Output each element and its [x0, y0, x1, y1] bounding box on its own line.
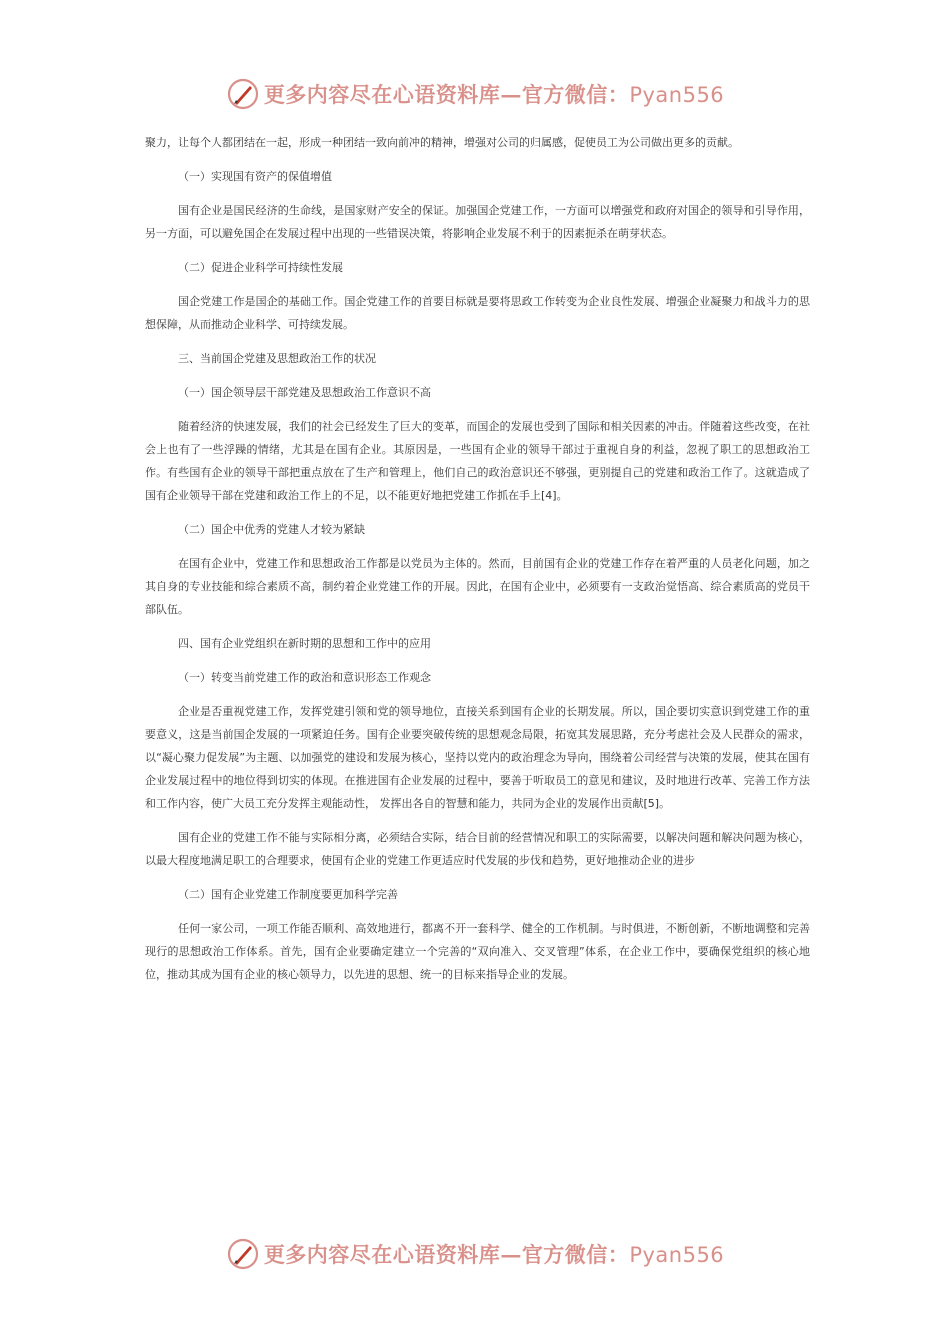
paragraph: 任何一家公司，一项工作能否顺利、高效地进行，都离不开一套科学、健全的工作机制。与时俱进，不断创新，不断地调整和完善现行的思想政治工作体系。首先，国有企业要确定建立一个完善的“双向准入、交叉管理”体系，在企业工作中，要确保党组织的核心地位，推动其成为国有企业的核心领导力，以先进的思想、统一的目标来指导企业的发展。 [145, 922, 810, 981]
paragraph: 国有企业是国民经济的生命线，是国家财产安全的保证。加强国企党建工作，一方面可以增强党和政府对国企的领导和引导作用，另一方面，可以避免国企在发展过程中出现的一些错误决策，将影响企业发展不利于的因素扼杀在萌芽状态。 [145, 204, 810, 240]
section-heading: （一）实现国有资产的保值增值 [178, 170, 332, 183]
paragraph: 随着经济的快速发展，我们的社会已经发生了巨大的变革，而国企的发展也受到了国际和相关因素的冲击。伴随着这些改变，在社会上也有了一些浮躁的情绪，尤其是在国有企业。其原因是，一些国有企业的领导干部过于重视自身的利益，忽视了职工的思想政治工作。有些国有企业的领导干部把重点放在了生产和管理上，他们自己的政治意识还不够强，更别提自己的党建和政治工作了。这就造成了国有企业领导干部在党建和政治工作上的不足，以不能更好地把党建工作抓在手上[4]。 [145, 420, 810, 502]
section-heading: 四、国有企业党组织在新时期的思想和工作中的应用 [178, 637, 431, 650]
section-heading: （一）转变当前党建工作的政治和意识形态工作观念 [178, 671, 431, 684]
footer-watermark-banner [0, 1234, 950, 1274]
document-body [145, 131, 810, 997]
paragraph: 在国有企业中，党建工作和思想政治工作都是以党员为主体的。然而，目前国有企业的党建工作存在着严重的人员老化问题，加之其自身的专业技能和综合素质不高，制约着企业党建工作的开展。因此，在国有企业中，必须要有一支政治觉悟高、综合素质高的党员干部队伍。 [145, 557, 810, 616]
header-banner-text: 更多内容尽在心语资料库—官方微信：Pyan556 [263, 82, 725, 107]
header-watermark-banner [0, 74, 950, 114]
section-heading: （二）促进企业科学可持续性发展 [178, 261, 343, 274]
section-heading: （一）国企领导层干部党建及思想政治工作意识不高 [178, 386, 431, 399]
paragraph: 聚力，让每个人都团结在一起，形成一种团结一致向前冲的精神，增强对公司的归属感，促使员工为公司做出更多的贡献。 [145, 136, 739, 149]
quill-logo-icon [226, 77, 260, 111]
quill-logo-icon [226, 1237, 260, 1271]
footer-banner-text: 更多内容尽在心语资料库—官方微信：Pyan556 [263, 1242, 725, 1267]
section-heading: （二）国有企业党建工作制度要更加科学完善 [178, 888, 398, 901]
section-heading: 三、当前国企党建及思想政治工作的状况 [178, 352, 376, 365]
paragraph: 国企党建工作是国企的基础工作。国企党建工作的首要目标就是要将思政工作转变为企业良性发展、增强企业凝聚力和战斗力的思想保障，从而推动企业科学、可持续发展。 [145, 295, 810, 331]
section-heading: （二）国企中优秀的党建人才较为紧缺 [178, 523, 365, 536]
paragraph: 企业是否重视党建工作，发挥党建引领和党的领导地位，直接关系到国有企业的长期发展。所以，国企要切实意识到党建工作的重要意义，这是当前国企发展的一项紧迫任务。国有企业要突破传统的思想观念局限，拓宽其发展思路，充分考虑社会及人民群众的需求，以“凝心聚力促发展”为主题、以加强党的建设和发展为核心，坚持以党内的政治理念为导向，围绕着公司经营与决策的发展，使其在国有企业发展过程中的地位得到切实的体现。在推进国有企业发展的过程中，要善于听取员工的意见和建议，及时地进行改革、完善工作方法和工作内容，使广大员工充分发挥主观能动性， 发挥出各自的智慧和能力，共同为企业的发展作出贡献[5]。 [145, 705, 810, 810]
paragraph: 国有企业的党建工作不能与实际相分离，必须结合实际，结合目前的经营情况和职工的实际需要，以解决问题和解决问题为核心，以最大程度地满足职工的合理要求，使国有企业的党建工作更适应时代发展的步伐和趋势，更好地推动企业的进步 [145, 831, 810, 867]
